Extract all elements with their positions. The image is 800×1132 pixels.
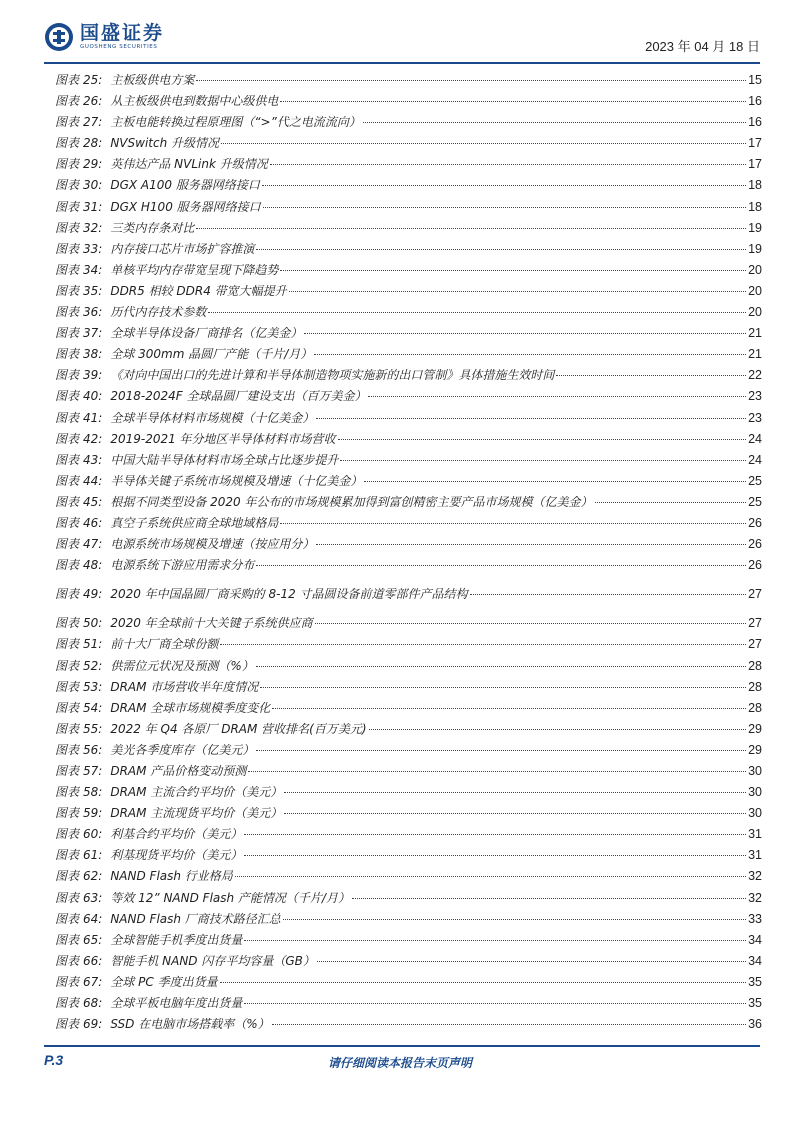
toc-entry-label: 图表 (55, 848, 80, 863)
toc-entry-title: 前十大厂商全球份额 (110, 637, 219, 652)
toc-entry-number: 55: (83, 721, 103, 736)
toc-entry-title: 全球 PC 季度出货量 (110, 974, 218, 989)
toc-entry-label: 图表 (55, 869, 80, 884)
toc-entry-number: 37: (83, 326, 103, 341)
toc-leader-dots (369, 729, 747, 730)
toc-entry-number: 36: (83, 305, 103, 320)
toc-entry[interactable] (55, 260, 762, 281)
toc-entry-label: 图表 (55, 199, 80, 214)
toc-entry-page: 33 (748, 911, 762, 926)
toc-entry-page: 35 (748, 996, 762, 1011)
toc-entry-label: 图表 (55, 953, 80, 968)
toc-entry[interactable] (55, 471, 762, 492)
toc-entry-page: 34 (748, 953, 762, 968)
toc-leader-dots (284, 813, 746, 814)
toc-entry[interactable] (55, 197, 762, 218)
toc-entry[interactable] (55, 555, 762, 576)
toc-entry-label: 图表 (55, 537, 80, 552)
toc-entry-label: 图表 (55, 637, 80, 652)
toc-entry-label: 图表 (55, 827, 80, 842)
toc-entry-label: 图表 (55, 890, 80, 905)
footer-divider (44, 1045, 760, 1047)
toc-entry-page: 21 (748, 326, 762, 341)
toc-leader-dots (352, 898, 746, 899)
toc-leader-dots (220, 644, 746, 645)
toc-entry-page: 24 (748, 452, 762, 467)
toc-entry-label: 图表 (55, 305, 80, 320)
toc-entry-title: 主板级供电方案 (110, 73, 195, 87)
toc-entry-number: 43: (83, 452, 103, 467)
toc-entry-page: 22 (748, 368, 762, 383)
toc-entry[interactable] (55, 909, 762, 930)
toc-leader-dots (256, 750, 746, 751)
toc-leader-dots (470, 594, 747, 595)
toc-entry-title: 美光各季度库存（亿美元） (110, 742, 255, 757)
toc-entry[interactable] (55, 534, 762, 555)
toc-entry-label: 图表 (55, 911, 80, 926)
toc-entry[interactable] (55, 91, 762, 112)
toc-entry-label: 图表 (55, 658, 80, 673)
toc-entry-title: 中国大陆半导体材料市场全球占比逐步提升 (110, 452, 339, 467)
toc-entry-label: 图表 (55, 136, 80, 151)
toc-entry-number: 40: (83, 389, 103, 404)
toc-entry[interactable] (55, 429, 762, 450)
toc-entry-page: 30 (748, 806, 762, 821)
toc-entry[interactable] (55, 930, 762, 951)
toc-entry-label: 图表 (55, 494, 80, 509)
toc-entry[interactable] (55, 951, 762, 972)
toc-entry-number: 28: (83, 136, 103, 151)
toc-entry-number: 51: (83, 637, 103, 652)
toc-entry-page: 29 (748, 721, 762, 736)
toc-entry-page: 25 (748, 494, 762, 509)
toc-entry-number: 63: (83, 890, 103, 905)
toc-entry[interactable] (55, 613, 762, 634)
toc-entry-number: 61: (83, 848, 103, 863)
toc-entry-title: 《对向中国出口的先进计算和半导体制造物项实施新的出口管制》具体措施生效时间 (110, 368, 555, 383)
toc-entry-label: 图表 (55, 721, 80, 736)
toc-entry-title: 2018-2024F 全球晶圆厂建设支出（百万美金） (110, 389, 367, 404)
toc-entry-number: 46: (83, 515, 103, 530)
toc-entry-title: 供需位元状况及预测（%） (110, 658, 254, 673)
toc-entry[interactable] (55, 656, 762, 677)
toc-entry-page: 31 (748, 827, 762, 842)
toc-leader-dots (248, 771, 746, 772)
toc-entry-number: 62: (83, 869, 103, 884)
toc-entry[interactable] (55, 584, 762, 605)
toc-entry-label: 图表 (55, 178, 80, 193)
toc-entry-number: 49: (83, 587, 103, 602)
toc-entry-label: 图表 (55, 389, 80, 404)
toc-leader-dots (244, 940, 746, 941)
toc-entry[interactable] (55, 677, 762, 698)
toc-entry-number: 34: (83, 262, 103, 277)
toc-entry-title: 全球 300mm 晶圆厂产能（千片/月） (110, 347, 313, 362)
toc-leader-dots (256, 249, 746, 250)
toc-entry-title: 2019-2021 年分地区半导体材料市场营收 (110, 431, 336, 446)
toc-entry-title: NAND Flash 厂商技术路径汇总 (110, 911, 281, 926)
toc-entry[interactable] (55, 408, 762, 429)
toc-entry-title: 智能手机 NAND 闪存平均容量（GB） (110, 953, 315, 968)
toc-entry-label: 图表 (55, 558, 80, 573)
toc-entry[interactable] (55, 218, 762, 239)
toc-entry[interactable] (55, 492, 762, 513)
toc-entry-page: 28 (748, 679, 762, 694)
toc-entry-title: 2020 年中国晶圆厂商采购的 8-12 寸晶圆设备前道零部件产品结构 (110, 587, 468, 602)
toc-leader-dots (272, 1024, 747, 1025)
toc-entry-label: 图表 (55, 347, 80, 362)
toc-entry-page: 30 (748, 785, 762, 800)
toc-entry-page: 31 (748, 848, 762, 863)
toc-entry[interactable] (55, 344, 762, 365)
toc-entry-number: 38: (83, 347, 103, 362)
toc-leader-dots (556, 375, 746, 376)
toc-entry-label: 图表 (55, 1017, 80, 1032)
toc-leader-dots (270, 164, 746, 165)
toc-leader-dots (364, 481, 746, 482)
toc-entry-title: 历代内存技术参数 (110, 305, 207, 320)
toc-entry-page: 26 (748, 515, 762, 530)
toc-leader-dots (244, 1003, 746, 1004)
toc-entry[interactable] (55, 450, 762, 471)
toc-entry-label: 图表 (55, 974, 80, 989)
toc-entry-page: 15 (748, 73, 762, 87)
toc-entry[interactable] (55, 993, 762, 1014)
toc-entry-label: 图表 (55, 785, 80, 800)
toc-entry-title: 英伟达产品 NVLink 升级情况 (110, 157, 268, 172)
toc-entry-number: 68: (83, 996, 103, 1011)
toc-entry-page: 25 (748, 473, 762, 488)
toc-leader-dots (317, 961, 746, 962)
toc-entry-title: DRAM 主流合约平均价（美元） (110, 785, 283, 800)
toc-entry-number: 69: (83, 1017, 103, 1032)
disclaimer-note: 请仔细阅读本报告末页声明 (327, 1056, 472, 1070)
toc-entry-label: 图表 (55, 73, 80, 87)
toc-entry-title: 2022 年 Q4 各原厂 DRAM 营收排名(百万美元) (110, 721, 367, 736)
toc-entry[interactable] (55, 386, 762, 407)
toc-entry-label: 图表 (55, 679, 80, 694)
toc-entry-title: SSD 在电脑市场搭载率（%） (110, 1017, 270, 1032)
toc-entry-page: 19 (748, 241, 762, 256)
toc-entry-title: 电源系统市场规模及增速（按应用分） (110, 537, 315, 552)
toc-entry[interactable] (55, 281, 762, 302)
toc-leader-dots (314, 354, 746, 355)
toc-entry-page: 35 (748, 974, 762, 989)
toc-entry[interactable] (55, 323, 762, 344)
toc-entry-title: 主板电能转换过程原理图（“>”代之电流流向） (110, 115, 361, 130)
toc-entry-page: 32 (748, 890, 762, 905)
toc-entry-title: 三类内存条对比 (110, 220, 195, 235)
page-number: P.3 (44, 1052, 64, 1068)
toc-entry-page: 34 (748, 932, 762, 947)
toc-leader-dots (221, 143, 746, 144)
toc-entry-label: 图表 (55, 157, 80, 172)
toc-entry[interactable] (55, 972, 762, 993)
toc-entry[interactable] (55, 634, 762, 655)
toc-entry[interactable] (55, 70, 762, 91)
toc-entry-number: 25: (83, 73, 103, 87)
toc-entry-title: 全球平板电脑年度出货量 (110, 996, 243, 1011)
toc-leader-dots (256, 666, 746, 667)
toc-entry-label: 图表 (55, 368, 80, 383)
toc-entry-number: 31: (83, 199, 103, 214)
toc-entry-page: 29 (748, 742, 762, 757)
toc-entry-label: 图表 (55, 410, 80, 425)
toc-entry-label: 图表 (55, 616, 80, 631)
toc-leader-dots (244, 834, 746, 835)
toc-entry-number: 41: (83, 410, 103, 425)
toc-entry[interactable] (55, 803, 762, 824)
toc-entry-page: 17 (748, 136, 762, 151)
toc-entry-label: 图表 (55, 115, 80, 130)
toc-entry-page: 26 (748, 558, 762, 573)
toc-entry-page: 17 (748, 157, 762, 172)
company-name-cn: 国盛证券 (80, 22, 165, 44)
toc-entry-title: DGX A100 服务器网络接口 (110, 178, 260, 193)
toc-entry-page: 32 (748, 869, 762, 884)
toc-entry-label: 图表 (55, 283, 80, 298)
toc-entry[interactable] (55, 845, 762, 866)
toc-leader-dots (208, 312, 746, 313)
toc-entry-number: 32: (83, 220, 103, 235)
toc-entry-number: 27: (83, 115, 103, 130)
toc-entry-label: 图表 (55, 996, 80, 1011)
toc-entry-title: 真空子系统供应商全球地域格局 (110, 515, 279, 530)
toc-entry-number: 52: (83, 658, 103, 673)
toc-leader-dots (272, 708, 746, 709)
toc-entry-page: 20 (748, 283, 762, 298)
toc-entry-page: 20 (748, 262, 762, 277)
toc-leader-dots (595, 502, 747, 503)
toc-entry-page: 24 (748, 431, 762, 446)
toc-entry-title: DRAM 主流现货平均价（美元） (110, 806, 283, 821)
toc-entry-page: 19 (748, 220, 762, 235)
toc-leader-dots (363, 122, 746, 123)
toc-entry-label: 图表 (55, 94, 80, 109)
toc-entry[interactable] (55, 513, 762, 534)
figure-index-list (55, 70, 762, 1035)
toc-entry-title: 从主板级供电到数据中心级供电 (110, 94, 279, 109)
toc-leader-dots (256, 565, 746, 566)
toc-leader-dots (263, 207, 746, 208)
toc-entry-title: 半导体关键子系统市场规模及增速（十亿美金） (110, 473, 363, 488)
toc-leader-dots (280, 101, 746, 102)
toc-entry-number: 56: (83, 742, 103, 757)
toc-entry[interactable] (55, 133, 762, 154)
toc-leader-dots (284, 792, 746, 793)
toc-leader-dots (316, 544, 746, 545)
toc-entry-number: 48: (83, 558, 103, 573)
toc-entry-page: 27 (748, 637, 762, 652)
toc-entry-page: 36 (748, 1017, 762, 1032)
toc-entry-label: 图表 (55, 742, 80, 757)
toc-entry-number: 57: (83, 764, 103, 778)
toc-entry-page: 21 (748, 347, 762, 362)
toc-entry-number: 60: (83, 827, 103, 842)
toc-leader-dots (262, 185, 746, 186)
toc-entry-number: 53: (83, 679, 103, 694)
toc-leader-dots (340, 460, 746, 461)
toc-entry-title: 全球智能手机季度出货量 (110, 932, 243, 947)
toc-entry[interactable] (55, 302, 762, 323)
toc-leader-dots (244, 855, 746, 856)
toc-leader-dots (289, 291, 746, 292)
toc-entry-page: 27 (748, 616, 762, 631)
toc-leader-dots (260, 687, 746, 688)
toc-entry-label: 图表 (55, 764, 80, 778)
toc-entry[interactable] (55, 888, 762, 909)
toc-leader-dots (316, 418, 746, 419)
toc-leader-dots (196, 228, 746, 229)
toc-entry-title: DGX H100 服务器网络接口 (110, 199, 261, 214)
toc-entry-number: 42: (83, 431, 103, 446)
toc-leader-dots (304, 333, 746, 334)
company-name-en: GUOSHENG SECURITIES (80, 44, 158, 50)
toc-entry-title: 内存接口芯片市场扩容推演 (110, 241, 255, 256)
toc-entry-title: 2020 年全球前十大关键子系统供应商 (110, 616, 313, 631)
toc-entry-label: 图表 (55, 431, 80, 446)
toc-entry[interactable] (55, 698, 762, 719)
toc-entry-page: 30 (748, 764, 762, 778)
toc-entry-number: 64: (83, 911, 103, 926)
toc-leader-dots (283, 919, 746, 920)
toc-entry-number: 30: (83, 178, 103, 193)
toc-entry[interactable] (55, 365, 762, 386)
toc-entry-title: 单核平均内存带宽呈现下降趋势 (110, 262, 279, 277)
toc-entry-label: 图表 (55, 241, 80, 256)
toc-entry[interactable] (55, 112, 762, 133)
toc-entry-title: NAND Flash 行业格局 (110, 869, 233, 884)
guosheng-logo-icon (44, 22, 74, 52)
toc-entry-label: 图表 (55, 326, 80, 341)
toc-entry-number: 66: (83, 953, 103, 968)
toc-entry-label: 图表 (55, 587, 80, 602)
toc-entry-page: 18 (748, 178, 762, 193)
toc-entry-page: 26 (748, 537, 762, 552)
header-divider (44, 62, 760, 64)
toc-entry-label: 图表 (55, 220, 80, 235)
toc-entry-page: 16 (748, 115, 762, 130)
toc-leader-dots (235, 876, 746, 877)
page-header (44, 22, 760, 62)
toc-entry-page: 23 (748, 389, 762, 404)
toc-entry-title: NVSwitch 升级情况 (110, 136, 220, 151)
toc-entry-number: 59: (83, 806, 103, 821)
toc-entry[interactable] (55, 719, 762, 740)
toc-entry-number: 58: (83, 785, 103, 800)
toc-entry-number: 45: (83, 494, 103, 509)
toc-entry-title: DRAM 市场营收半年度情况 (110, 679, 259, 694)
toc-entry-number: 29: (83, 157, 103, 172)
toc-entry[interactable] (55, 866, 762, 887)
toc-entry[interactable] (55, 782, 762, 803)
toc-entry-title: 等效 12” NAND Flash 产能情况（千片/月） (110, 890, 350, 905)
toc-entry-page: 16 (748, 94, 762, 109)
toc-leader-dots (280, 523, 746, 524)
toc-entry-number: 33: (83, 241, 103, 256)
toc-entry[interactable] (55, 761, 762, 782)
toc-leader-dots (315, 623, 746, 624)
toc-leader-dots (338, 439, 747, 440)
toc-entry-title: 全球半导体设备厂商排名（亿美金） (110, 326, 303, 341)
toc-entry-page: 28 (748, 700, 762, 715)
toc-entry-label: 图表 (55, 473, 80, 488)
toc-entry-number: 39: (83, 368, 103, 383)
toc-entry[interactable] (55, 175, 762, 196)
toc-entry-label: 图表 (55, 262, 80, 277)
toc-leader-dots (220, 982, 747, 983)
toc-entry-title: DRAM 全球市场规模季度变化 (110, 700, 271, 715)
toc-entry[interactable] (55, 824, 762, 845)
toc-entry-number: 54: (83, 700, 103, 715)
toc-entry[interactable] (55, 1014, 762, 1035)
toc-entry-label: 图表 (55, 806, 80, 821)
toc-entry-label: 图表 (55, 700, 80, 715)
toc-entry-title: 利基现货平均价（美元） (110, 848, 243, 863)
toc-entry-number: 50: (83, 616, 103, 631)
toc-entry-number: 26: (83, 94, 103, 109)
toc-entry-label: 图表 (55, 515, 80, 530)
toc-entry[interactable] (55, 239, 762, 260)
company-logo (44, 22, 164, 52)
toc-leader-dots (196, 80, 746, 81)
toc-entry-page: 23 (748, 410, 762, 425)
toc-entry-page: 20 (748, 305, 762, 320)
toc-entry-page: 18 (748, 199, 762, 214)
toc-entry-title: 电源系统下游应用需求分布 (110, 558, 255, 573)
toc-entry-title: 全球半导体材料市场规模（十亿美金） (110, 410, 315, 425)
toc-entry-label: 图表 (55, 932, 80, 947)
toc-entry-number: 65: (83, 932, 103, 947)
toc-entry-label: 图表 (55, 452, 80, 467)
toc-entry-title: 根据不同类型设备 2020 年公布的市场规模累加得到富创精密主要产品市场规模（亿美金） (110, 494, 593, 509)
toc-entry[interactable] (55, 740, 762, 761)
toc-entry-title: 利基合约平均价（美元） (110, 827, 243, 842)
toc-entry-number: 35: (83, 283, 103, 298)
toc-entry-page: 27 (748, 587, 762, 602)
toc-entry-page: 28 (748, 658, 762, 673)
toc-entry-number: 44: (83, 473, 103, 488)
toc-entry-title: DDR5 相较 DDR4 带宽大幅提升 (110, 283, 287, 298)
toc-entry[interactable] (55, 154, 762, 175)
toc-entry-number: 67: (83, 974, 103, 989)
report-date: 2023 年 04 月 18 日 (645, 39, 760, 54)
toc-leader-dots (368, 396, 746, 397)
toc-leader-dots (280, 270, 746, 271)
toc-entry-title: DRAM 产品价格变动预测 (110, 764, 247, 778)
toc-entry-number: 47: (83, 537, 103, 552)
